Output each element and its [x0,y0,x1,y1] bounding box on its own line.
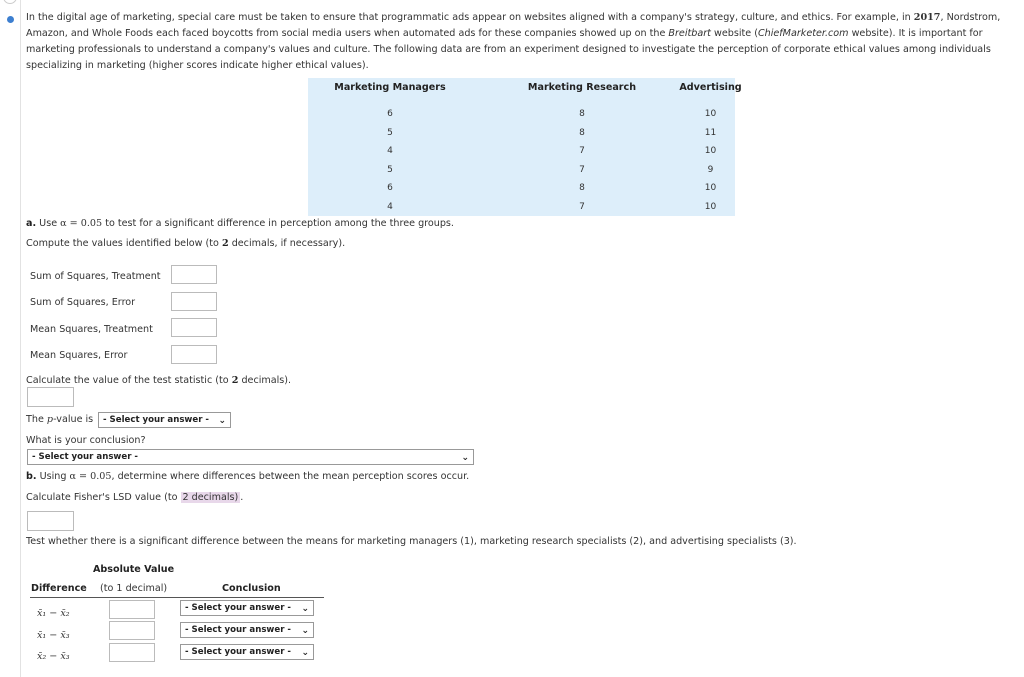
select-placeholder: - Select your answer - [32,452,138,462]
table-cell: 4 [387,201,393,212]
table-header-rule [30,597,324,598]
table-cell: 10 [704,146,717,156]
p-value-text: -value is [53,414,94,425]
header-conclusion: Conclusion [222,583,281,594]
part-b-text: , determine where differences between the mean perception scores occur. [111,471,470,482]
table-cell: 10 [704,109,717,119]
intro-italic-1: Breitbart [668,28,711,39]
test-statistic-instruction [26,375,291,386]
lsd-input[interactable] [27,511,74,531]
table-cell: 8 [579,109,585,119]
chevron-down-icon: ⌄ [301,604,309,614]
difference-label-2-3: x̄₂ − x̄₃ [37,651,70,662]
part-a-label: a. [26,218,37,229]
select-placeholder: - Select your answer - [103,415,209,425]
conclusion-1-2-select[interactable] [180,600,314,616]
select-placeholder: - Select your answer - [185,625,291,635]
column-marketing-research [494,78,670,216]
p-symbol: p [46,414,54,425]
stat-text: decimals). [238,375,292,386]
header-precision: (to 1 decimal) [100,583,168,594]
p-value-label [26,414,93,425]
ss-error-input[interactable] [171,292,217,311]
alpha-value: α = 0.05 [60,218,103,229]
intro-text-1: In the digital age of marketing, special care must be taken to ensure that programmatic ads appear on websites aligned with a company's strategy, culture, and ethics. For example, in [26,12,914,23]
table-cell: 7 [579,201,585,212]
column-header: Marketing Managers [334,82,446,93]
chevron-down-icon: ⌄ [301,648,309,658]
lsd-instruction [26,492,243,503]
intro-paragraph [26,10,1006,74]
intro-text-4: website). It is important for marketing professionals to understand a company's values and culture. The following data are from an experiment designed to investigate the perception of corporate ethical values among individuals specializing in marketing (higher scores indicate higher ethical values). [26,28,991,71]
compute-text: Compute the values identified below (to [26,238,222,249]
conclusion-question: What is your conclusion? [26,435,146,446]
part-a-text: to test for a significant difference in perception among the three groups. [102,218,454,229]
label-ss-error: Sum of Squares, Error [30,297,136,308]
abs-diff-1-2-input[interactable] [109,600,155,619]
table-cell: 7 [579,164,585,175]
compute-instruction [26,238,345,249]
divider [20,0,21,677]
table-cell: 10 [704,183,717,193]
table-cell: 5 [387,127,393,138]
table-cell: 8 [579,127,585,138]
table-cell: 11 [704,127,717,138]
column-advertising [670,78,751,216]
select-placeholder: - Select your answer - [185,603,291,613]
chevron-down-icon: ⌄ [218,416,226,426]
difference-label-1-3: x̄₁ − x̄₃ [37,630,70,641]
part-b-prompt [26,471,469,482]
table-cell: 7 [579,146,585,156]
highlighted-text: 2 decimals) [182,492,239,503]
question-gutter [0,0,18,677]
column-header: Marketing Research [527,82,637,93]
abs-diff-2-3-input[interactable] [109,643,155,662]
p-value-select[interactable] [98,412,231,428]
lsd-text: . [240,492,244,503]
part-b-label: b. [26,471,37,482]
data-table [308,78,742,216]
table-cell: 5 [387,164,393,175]
stat-text: Calculate the value of the test statistic (to [26,375,232,386]
test-statistic-input[interactable] [27,387,74,407]
header-absolute-value: Absolute Value [93,564,175,575]
part-b-text: Using [36,471,70,482]
table-cell: 6 [387,183,393,193]
conclusion-select[interactable] [27,449,474,465]
conclusion-1-3-select[interactable] [180,622,314,638]
intro-text-3: website ( [710,28,758,39]
intro-italic-2: ChiefMarketer.com [757,28,849,39]
table-cell: 6 [387,109,393,119]
label-ms-error: Mean Squares, Error [30,350,128,361]
difference-label-1-2: x̄₁ − x̄₂ [37,608,70,619]
intro-year: 2017 [913,12,941,23]
intro-text-2: , Nordstrom, Amazon, and Whole Foods each faced boycotts from social media users when automated ads for these companies showed up on the [26,12,1001,39]
column-header: Advertising [679,82,742,93]
chevron-down-icon: ⌄ [461,453,469,463]
label-ms-treatment: Mean Squares, Treatment [30,324,153,335]
stat-decimals: 2 [231,375,239,386]
select-placeholder: - Select your answer - [185,647,291,657]
compute-decimals: 2 [221,238,229,249]
chevron-down-icon: ⌄ [301,626,309,636]
conclusion-2-3-select[interactable] [180,644,314,660]
compute-text: decimals, if necessary). [228,238,346,249]
table-cell: 9 [707,164,714,175]
column-marketing-managers [308,78,472,216]
lsd-test-instruction: Test whether there is a significant difference between the means for marketing managers (1), marketing research specialists (2), and advertising specialists (3). [26,536,797,547]
p-value-text: The [26,414,47,425]
alpha-value: α = 0.05 [69,471,112,482]
status-dot-icon [7,16,14,23]
table-cell: 10 [704,201,717,212]
header-difference: Difference [31,583,87,594]
gutter-arc-icon [3,0,17,4]
ms-error-input[interactable] [171,345,217,364]
abs-diff-1-3-input[interactable] [109,621,155,640]
label-ss-treatment: Sum of Squares, Treatment [30,271,161,282]
part-a-text: Use [36,218,61,229]
part-a-prompt [26,218,454,229]
table-cell: 8 [579,183,585,193]
table-cell: 4 [387,146,393,156]
ss-treatment-input[interactable] [171,265,217,284]
lsd-text: Calculate Fisher's LSD value (to [26,492,181,503]
ms-treatment-input[interactable] [171,318,217,337]
